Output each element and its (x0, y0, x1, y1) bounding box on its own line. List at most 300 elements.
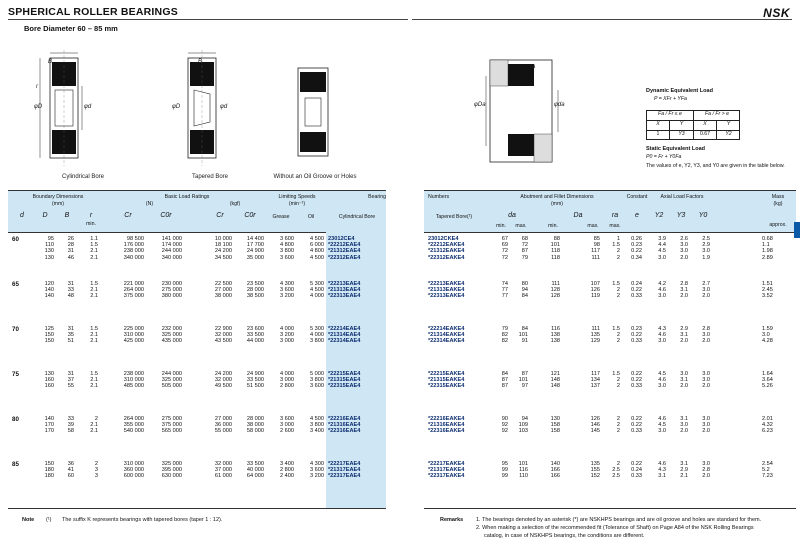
cell-D: 150 (44, 338, 54, 345)
cell-y3: 3.1 (680, 416, 688, 422)
page-title: SPHERICAL ROLLER BEARINGS (8, 6, 178, 18)
sym-y2: Y2 (654, 212, 664, 219)
cell-da-min: 84 (501, 371, 508, 377)
cell-cr-k: 34 500 (214, 254, 232, 261)
cell-cr-k: 32 000 (214, 332, 232, 339)
cell-oil: 3 600 (310, 383, 324, 390)
cell-cyl: *22213EAE4 (328, 281, 361, 287)
cell-Da-max: 126 (590, 416, 600, 422)
cell-ra: 2 (616, 461, 620, 467)
cell-c0r-n: 325 000 (161, 332, 182, 339)
cell-Da-min: 111 (551, 281, 560, 287)
cell-e: 0.33 (631, 428, 642, 435)
sym-r: r (89, 212, 93, 219)
cell-cyl: *22214EAE4 (328, 326, 361, 332)
cell-c0r-n: 435 000 (161, 338, 182, 345)
cell-mass: 4.28 (762, 338, 773, 345)
cell-mass: 5.26 (762, 383, 773, 390)
cell-r: 3 (94, 473, 98, 480)
cell-grease: 3 600 (280, 236, 294, 242)
cell-cyl: *22315EAE4 (328, 383, 361, 390)
cell-Da-max: 155 (590, 467, 600, 474)
cell-mass: 6.23 (762, 428, 773, 435)
cell-tap: *22312EAKE4 (428, 254, 465, 261)
cell-cr-n: 600 000 (123, 473, 144, 480)
cell-tap: *21314EAKE4 (428, 332, 465, 339)
cell-oil: 4 500 (310, 287, 324, 294)
label-D: φD (34, 104, 43, 110)
cell-da-max: 87 (521, 248, 528, 255)
bore-size-65: 65 (12, 281, 19, 288)
cell-da-min: 77 (501, 287, 508, 294)
cell-cr-k: 55 000 (214, 428, 232, 435)
cell-cr-n: 264 000 (123, 287, 144, 294)
cell-da-min: 82 (501, 332, 508, 339)
cell-da-max: 72 (521, 242, 528, 249)
cell-c0r-k: 64 000 (246, 473, 264, 480)
cell-y0: 3.0 (702, 416, 710, 422)
cell-mass: 3.64 (762, 377, 773, 384)
cell-grease: 3 000 (280, 338, 294, 345)
cell-Da-min: 118 (551, 248, 560, 255)
cell-c0r-n: 325 000 (161, 461, 182, 467)
cell-c0r-n: 275 000 (161, 287, 182, 294)
cell-Da-max: 111 (591, 254, 600, 261)
cell-Da-min: 138 (550, 332, 560, 339)
cell-ra: 1.5 (612, 326, 620, 332)
cell-r: 2.1 (90, 254, 98, 261)
cell-oil: 3 400 (310, 428, 324, 435)
cell-y2: 3.0 (658, 428, 666, 435)
cell-D: 160 (44, 383, 54, 390)
cell-tap: *22316EAKE4 (428, 428, 465, 435)
cell-c0r-n: 174 000 (161, 242, 182, 249)
cell-oil: 4 000 (310, 332, 324, 339)
cell-Da-max: 98 (593, 242, 600, 249)
cell-cyl: *22313EAE4 (328, 293, 361, 300)
cell-r: 2 (94, 416, 98, 422)
cell-B: 31 (67, 281, 74, 287)
cell-ra: 2 (616, 338, 620, 345)
static-load-title: Static Equivalent Load (646, 146, 705, 152)
abutment-diagram (478, 56, 568, 166)
cell-cr-k: 18 100 (214, 242, 232, 249)
cell-c0r-n: 141 000 (161, 236, 182, 242)
cell-da-max: 101 (518, 332, 528, 339)
cell-r: 2.1 (90, 338, 98, 345)
cell-oil: 3 800 (310, 338, 324, 345)
cell-oil: 4 500 (310, 254, 324, 261)
cell-y0: 3.0 (702, 461, 710, 467)
cell-mass: 1.59 (762, 326, 773, 332)
load-factor-table (646, 110, 740, 140)
cell-grease: 3 200 (280, 332, 294, 339)
cell-c0r-n: 505 000 (161, 383, 182, 390)
cell-D: 110 (45, 242, 54, 249)
cell-y0: 3.0 (702, 422, 710, 429)
cell-ra: 1 (616, 236, 620, 242)
cell-c0r-n: 340 000 (161, 254, 182, 261)
cell-c0r-n: 380 000 (161, 293, 182, 300)
cell-y0: 2.0 (702, 293, 710, 300)
cell-cyl: *21313EAE4 (328, 287, 361, 294)
bore-size-70: 70 (12, 326, 19, 333)
cell-da-max: 94 (521, 416, 528, 422)
cell-tap: *22217EAKE4 (428, 461, 465, 467)
cell-Da-min: 121 (550, 371, 560, 377)
cell-y2: 4.5 (658, 371, 666, 377)
cell-ra: 2.5 (612, 473, 620, 480)
cell-e: 0.22 (631, 371, 642, 377)
cell-cr-k: 27 000 (214, 287, 232, 294)
cell-da-min: 74 (501, 281, 508, 287)
cell-cr-n: 540 000 (123, 428, 144, 435)
cell-cyl: *22215EAE4 (328, 371, 361, 377)
cell-y2: 4.6 (658, 332, 666, 339)
cell-grease: 3 000 (280, 422, 294, 429)
cell-oil: 6 000 (310, 242, 324, 249)
cell-Da-max: 135 (590, 461, 600, 467)
cell-r: 2.1 (90, 293, 98, 300)
cell-Da-min: 128 (550, 293, 560, 300)
cell-cyl: *22316EAE4 (328, 428, 361, 435)
cell-tap: *22313EAKE4 (428, 293, 465, 300)
label-b-tapered: B (198, 59, 203, 65)
cell-D: 130 (44, 248, 54, 255)
cell-y0: 3.0 (702, 377, 710, 384)
cell-grease: 2 800 (280, 467, 294, 474)
cell-y0: 2.8 (702, 326, 710, 332)
cell-grease: 3 800 (280, 248, 294, 255)
cell-c0r-k: 33 500 (246, 461, 264, 467)
hdr-abutment: Abutment and Fillet Dimensions (520, 194, 594, 200)
cell-y0: 3.0 (702, 287, 710, 294)
cell-Da-min: 148 (550, 383, 560, 390)
cell-ra: 1.5 (612, 242, 620, 249)
cell-grease: 4 000 (280, 371, 294, 377)
cell-da-max: 101 (518, 377, 528, 384)
cell-e: 0.34 (631, 254, 642, 261)
caption-cylindrical: Cylindrical Bore (61, 174, 104, 180)
cell-tap: *22315EAKE4 (428, 383, 465, 390)
hdr-approx: approx. (769, 222, 787, 228)
tapered-bore-diagram (170, 50, 250, 170)
cell-oil: 3 600 (310, 467, 324, 474)
cell-da-min: 82 (501, 338, 508, 345)
cell-ra: 2 (616, 377, 620, 384)
cell-y3: 2.0 (680, 293, 688, 300)
cell-Da-max: 117 (591, 248, 600, 255)
cell-cyl: *21312EAE4 (328, 248, 361, 255)
cell-y2: 4.3 (658, 467, 666, 474)
cell-grease: 3 600 (280, 254, 294, 261)
cell-Da-max: 85 (593, 236, 600, 242)
cell-cyl: *22314EAE4 (328, 338, 361, 345)
brand-logo: NSK (763, 6, 790, 20)
cell-y3: 2.9 (680, 326, 688, 332)
cell-cyl: *22217EAE4 (328, 461, 361, 467)
cell-y0: 2.0 (702, 473, 710, 480)
cell-cr-k: 24 200 (214, 371, 232, 377)
cell-da-max: 101 (518, 461, 528, 467)
section-tab-marker (794, 222, 800, 238)
cell-Da-min: 88 (553, 236, 560, 242)
cell-grease: 4 000 (280, 326, 294, 332)
cell-c0r-n: 325 000 (161, 377, 182, 384)
cell-c0r-k: 33 500 (246, 377, 264, 384)
cell-r: 2.1 (90, 248, 98, 255)
cell-da-max: 68 (521, 236, 528, 242)
hdr-bearing: Bearing (368, 194, 386, 200)
cell-ra: 2 (616, 428, 620, 435)
cell-grease: 2 800 (280, 383, 294, 390)
load-val-1: 1 (647, 131, 670, 140)
cell-c0r-k: 33 500 (246, 332, 264, 339)
cell-y2: 4.4 (658, 242, 666, 249)
cell-c0r-k: 24 900 (246, 248, 264, 255)
hdr-mass: Mass (771, 194, 785, 200)
sub-Da-min: min. (548, 223, 558, 229)
cell-tap: *22212EAKE4 (428, 242, 465, 249)
label-d: φd (84, 104, 92, 110)
cell-da-max: 80 (521, 281, 528, 287)
remarks-label: Remarks (440, 517, 464, 523)
cell-B: 26 (67, 236, 74, 242)
cell-Da-max: 152 (590, 473, 600, 480)
cell-e: 0.22 (631, 416, 642, 422)
cell-B: 36 (67, 461, 74, 467)
cell-mass: 1.51 (762, 281, 773, 287)
cell-da-min: 67 (501, 236, 508, 242)
hdr-tapered: Tapered Bore(¹) (435, 214, 473, 220)
cell-y3: 2.0 (680, 254, 688, 261)
cell-mass: 4.32 (762, 422, 773, 429)
cell-oil: 4 300 (310, 461, 324, 467)
cell-tap: *21315EAKE4 (428, 377, 465, 384)
cell-y2: 4.2 (658, 281, 666, 287)
static-load-note: The values of e, Y2, Y3, and Y0 are given in the table below. (646, 163, 785, 169)
cell-Da-min: 101 (550, 242, 560, 249)
cell-cr-n: 310 000 (123, 377, 144, 384)
cell-grease: 3 000 (280, 377, 294, 384)
cell-y2: 3.0 (658, 338, 666, 345)
hdr-abutment-unit: (mm) (550, 201, 564, 207)
dynamic-load-title: Dynamic Equivalent Load (646, 88, 713, 94)
cell-B: 41 (67, 467, 74, 474)
cell-Da-max: 117 (591, 371, 600, 377)
cell-cr-k: 43 500 (214, 338, 232, 345)
cell-y0: 1.9 (702, 254, 710, 261)
hdr-numbers: Numbers (428, 194, 450, 200)
cell-Da-min: 158 (550, 428, 560, 435)
cell-da-min: 69 (501, 242, 508, 249)
cell-Da-max: 107 (590, 281, 600, 287)
load-val-3: 0.67 (694, 131, 717, 140)
cell-c0r-k: 40 000 (246, 467, 264, 474)
cell-Da-min: 158 (550, 422, 560, 429)
dynamic-load-formula: P = XFr + YFa (654, 96, 687, 102)
cell-r: 1.5 (90, 371, 98, 377)
sym-c0r-n: C0r (160, 212, 172, 219)
cell-e: 0.22 (631, 377, 642, 384)
remark-2: 2. When making a selection of the recommended fit (Tolerance of Shaft) on Page A84 of the NSK Rolling Bearings (476, 525, 754, 531)
remark-1: 1. The bearings denoted by an asterisk (*) are NSKHPS bearings and are oil groove and holes are standard for them. (476, 517, 762, 523)
cell-cr-k: 49 500 (214, 383, 232, 390)
cell-cr-k: 10 000 (214, 236, 232, 242)
cell-r: 2.1 (90, 287, 98, 294)
cell-e: 0.33 (631, 473, 642, 480)
cell-c0r-k: 38 500 (246, 293, 264, 300)
cell-cyl: *22216EAE4 (328, 416, 361, 422)
cell-y3: 2.0 (680, 383, 688, 390)
remark-3: catalog, in case of NSKHPS bearings, the conditions are different. (484, 533, 645, 539)
cell-D: 180 (44, 473, 54, 480)
load-val-4: Y2 (725, 131, 732, 137)
sym-ra: ra (611, 212, 619, 219)
cell-y0: 2.0 (702, 428, 710, 435)
cell-cr-k: 32 000 (214, 377, 232, 384)
cell-cyl: *21317EAE4 (328, 467, 361, 474)
cell-cr-k: 37 000 (214, 467, 232, 474)
cell-oil: 5 300 (310, 281, 324, 287)
cell-c0r-n: 395 000 (161, 467, 182, 474)
cell-cr-n: 225 000 (123, 326, 144, 332)
hdr-cylindrical: Cylindrical Bore (338, 214, 376, 220)
cell-D: 140 (44, 293, 54, 300)
cell-Da-max: 119 (591, 293, 600, 300)
cell-r: 1.5 (90, 326, 98, 332)
cell-B: 48 (67, 293, 74, 300)
cell-c0r-k: 38 000 (246, 422, 264, 429)
cell-B: 46 (67, 254, 74, 261)
cell-da-max: 97 (521, 383, 528, 390)
cell-da-max: 109 (518, 422, 528, 429)
cell-tap: *21313EAKE4 (428, 287, 465, 294)
cell-oil: 3 800 (310, 377, 324, 384)
cell-e: 0.22 (631, 332, 642, 339)
sub-da-max: max. (515, 223, 527, 229)
cell-Da-min: 128 (550, 287, 560, 294)
cell-c0r-k: 23 600 (246, 326, 264, 332)
cell-y3: 3.1 (680, 332, 688, 339)
static-load-formula: P0 = Fr + Y0Fa (646, 154, 682, 160)
cell-y0: 2.8 (702, 467, 710, 474)
cell-da-max: 91 (521, 338, 528, 345)
cell-Da-min: 166 (550, 467, 560, 474)
cell-r: 2.1 (90, 383, 98, 390)
cell-e: 0.33 (631, 293, 642, 300)
cell-Da-min: 130 (550, 416, 560, 422)
cell-r: 1.5 (90, 281, 98, 287)
load-head-1: Fa / Fr ≤ e (647, 111, 694, 121)
cell-c0r-n: 232 000 (161, 326, 182, 332)
cell-e: 0.24 (631, 467, 642, 474)
cell-Da-min: 138 (550, 338, 560, 345)
cell-Da-min: 116 (551, 326, 560, 332)
cell-e: 0.22 (631, 422, 642, 429)
cell-ra: 2 (616, 383, 620, 390)
cell-y2: 4.5 (658, 248, 666, 255)
cell-cr-n: 375 000 (123, 293, 144, 300)
sym-cr-kgf: Cr (216, 212, 224, 219)
cell-cr-n: 340 000 (123, 254, 144, 261)
cell-D: 120 (44, 281, 54, 287)
cell-oil: 3 800 (310, 422, 324, 429)
note-text: The suffix K represents bearings with tapered bores (taper 1 : 12). (62, 517, 223, 523)
cell-r: 2.1 (90, 422, 98, 429)
cell-y0: 3.0 (702, 371, 710, 377)
cell-mass: 2.89 (762, 254, 773, 261)
cell-mass: 1.98 (762, 248, 773, 255)
cell-y3: 2.8 (680, 281, 688, 287)
cell-B: 33 (67, 287, 74, 294)
cylindrical-bore-diagram (20, 50, 120, 170)
cell-da-min: 95 (501, 461, 508, 467)
bore-size-60: 60 (12, 236, 19, 243)
cell-da-max: 94 (521, 287, 528, 294)
sym-Da: Da (573, 212, 583, 219)
cell-da-min: 99 (501, 467, 508, 474)
cell-tap: *21312EAKE4 (428, 248, 465, 255)
cell-y3: 2.1 (680, 473, 688, 480)
cell-oil: 4 000 (310, 293, 324, 300)
cell-grease: 3 400 (280, 461, 294, 467)
label-d-tapered: φd (220, 104, 228, 110)
cell-r: 3 (94, 467, 98, 474)
cell-D: 130 (44, 254, 54, 261)
cell-mass: 2.54 (762, 461, 773, 467)
hdr-axial: Axial Load Factors (660, 194, 704, 200)
cell-D: 130 (44, 371, 54, 377)
cell-e: 0.33 (631, 383, 642, 390)
cell-B: 31 (67, 371, 74, 377)
cell-y3: 3.0 (680, 422, 688, 429)
hdr-boundary-unit: (mm) (51, 201, 65, 207)
cell-mass: 1.1 (762, 242, 770, 249)
cell-ra: 2 (616, 287, 620, 294)
sym-e: e (635, 212, 639, 219)
cell-D: 140 (44, 287, 54, 294)
cell-cr-n: 264 000 (123, 416, 144, 422)
sym-D: D (42, 212, 48, 219)
sub-ra-max: max. (609, 223, 621, 229)
load-sub-y2: Y (717, 121, 740, 131)
hdr-oil: Oil (307, 214, 315, 220)
bore-size-85: 85 (12, 461, 19, 468)
cell-c0r-k: 24 900 (246, 371, 264, 377)
cell-c0r-n: 244 000 (161, 248, 182, 255)
sym-d: d (20, 212, 24, 219)
cell-cr-k: 61 000 (214, 473, 232, 480)
cell-ra: 1.5 (612, 371, 620, 377)
hdr-ratings-kgf: (kgf) (229, 201, 241, 207)
cell-c0r-k: 44 000 (246, 338, 264, 345)
cell-cr-n: 238 000 (123, 371, 144, 377)
cell-da-min: 87 (501, 383, 508, 390)
cell-cr-k: 22 500 (214, 281, 232, 287)
cell-tap: *21317EAKE4 (428, 467, 465, 474)
label-r: r (36, 84, 38, 90)
cell-cr-n: 355 000 (123, 422, 144, 429)
cell-D: 160 (44, 377, 54, 384)
cell-c0r-k: 17 700 (246, 242, 264, 249)
hdr-grease: Grease (272, 214, 290, 220)
load-sub-x1: X (647, 121, 670, 131)
cell-e: 0.22 (631, 248, 642, 255)
cell-B: 28 (67, 242, 74, 249)
cell-cyl: 23012CE4 (328, 236, 355, 242)
cell-y2: 3.1 (658, 473, 666, 480)
